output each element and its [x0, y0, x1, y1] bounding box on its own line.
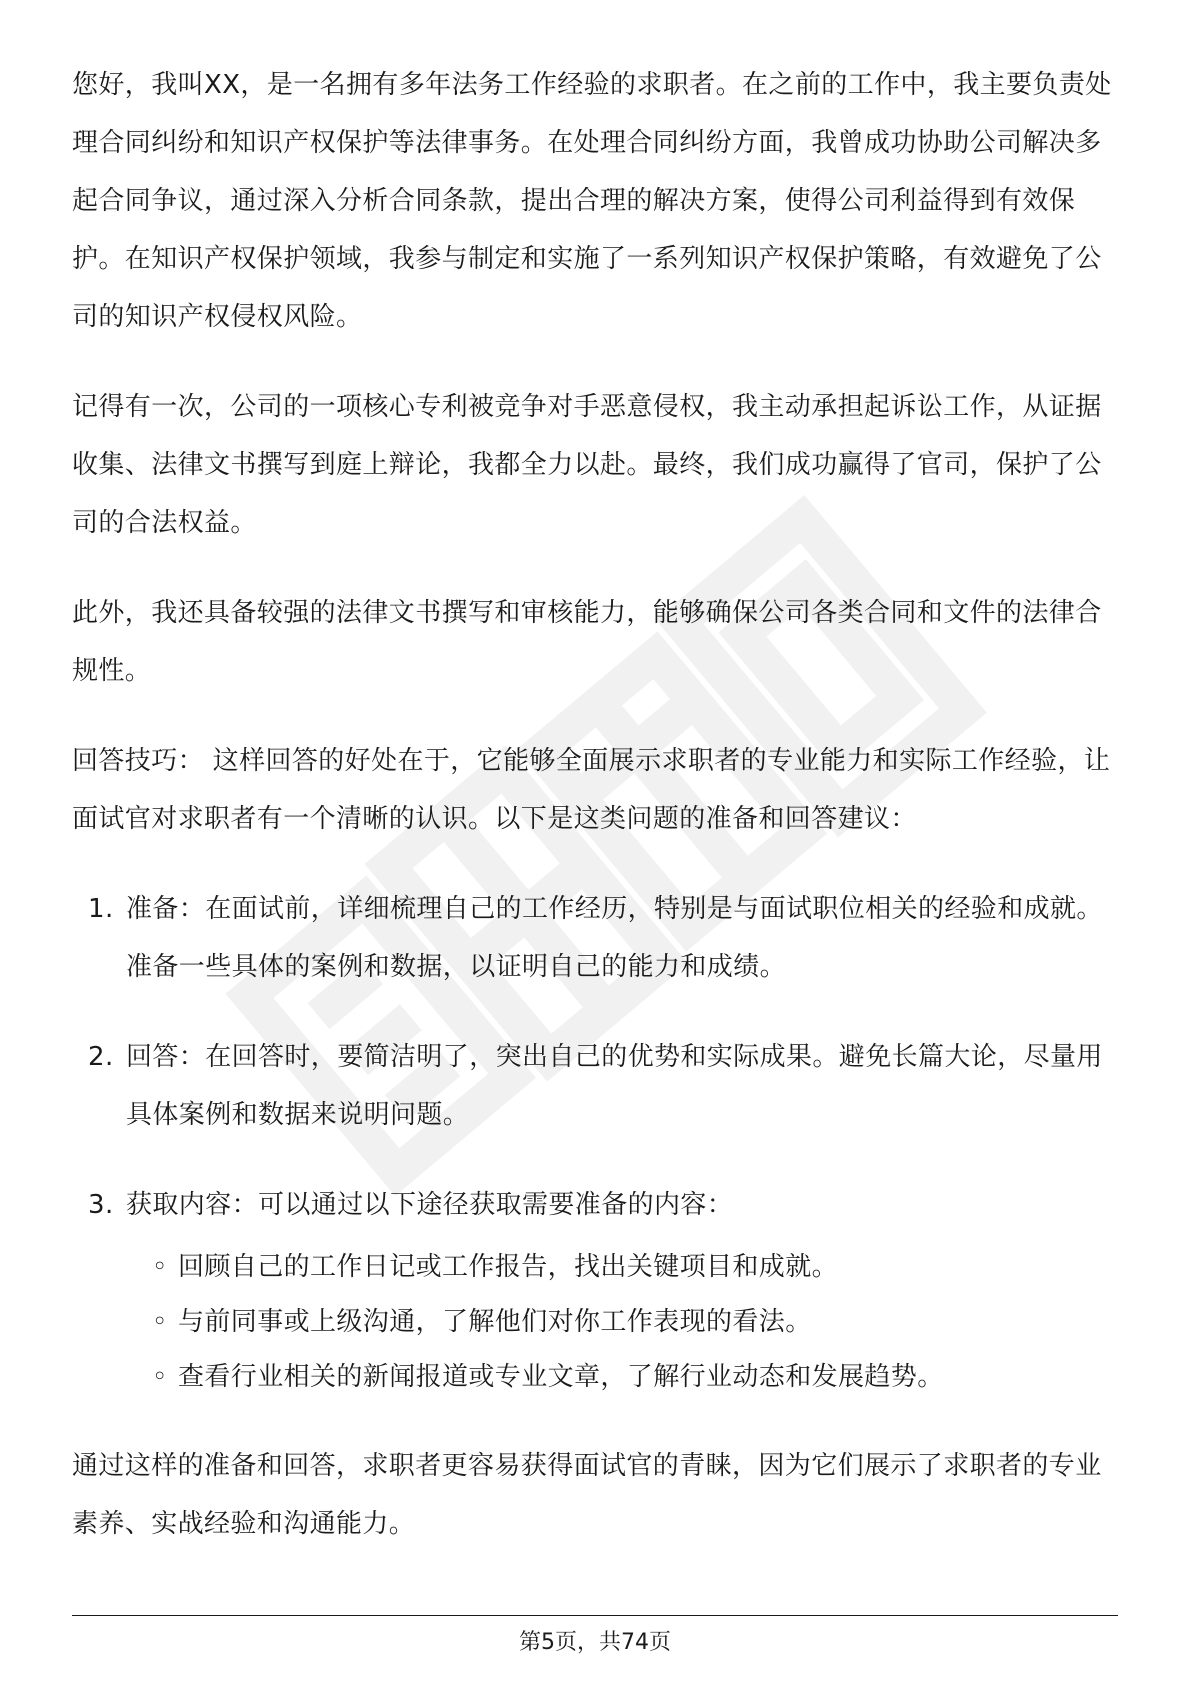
list-item: [72, 880, 1118, 996]
sources-list: [72, 1240, 1118, 1405]
list-item-text: 查看行业相关的新闻报道或专业文章，了解行业动态和发展趋势。: [178, 1362, 944, 1392]
list-item: [72, 1028, 1118, 1144]
intro-paragraph: 您好，我叫XX，是一名拥有多年法务工作经验的求职者。在之前的工作中，我主要负责处理合同纠纷和知识产权保护等法律事务。在处理合同纠纷方面，我曾成功协助公司解决多起合同争议，通过深入分析合同条款，提出合理的解决方案，使得公司利益得到有效保护。在知识产权保护领域，我参与制定和实施了一系列知识产权保护策略，有效避免了公司的知识产权侵权风险。: [72, 70, 1112, 332]
bullet-icon: ◦: [152, 1362, 168, 1392]
list-item: [72, 1176, 1118, 1234]
bullet-icon: ◦: [152, 1307, 168, 1337]
footer-divider: [72, 1615, 1118, 1616]
tips-paragraph: 回答技巧： 这样回答的好处在于，它能够全面展示求职者的专业能力和实际工作经验，让面试官对求职者有一个清晰的认识。以下是这类问题的准备和回答建议：: [72, 746, 1111, 834]
tips-list: [72, 880, 1118, 1234]
page-number: 第5页，共74页: [519, 1630, 671, 1655]
list-item-text: 与前同事或上级沟通，了解他们对你工作表现的看法。: [178, 1307, 812, 1337]
list-number: 3.: [88, 1190, 114, 1220]
sources-list-wrap: [72, 1240, 1118, 1405]
list-number: 1.: [88, 894, 114, 924]
experience-paragraph: 记得有一次，公司的一项核心专利被竞争对手恶意侵权，我主动承担起诉讼工作，从证据收集、法律文书撰写到庭上辩论，我都全力以赴。最终，我们成功赢得了官司，保护了公司的合法权益。: [72, 392, 1102, 538]
list-item: [72, 1350, 1118, 1405]
skills-paragraph: 此外，我还具备较强的法律文书撰写和审核能力，能够确保公司各类合同和文件的法律合规性。: [72, 598, 1102, 686]
list-item-text: 准备：在面试前，详细梳理自己的工作经历，特别是与面试职位相关的经验和成就。准备一些具体的案例和数据，以证明自己的能力和成绩。: [126, 894, 1103, 982]
list-item-text: 获取内容：可以通过以下途径获取需要准备的内容：: [126, 1190, 734, 1220]
list-item-text: 回答：在回答时，要简洁明了，突出自己的优势和实际成果。避免长篇大论，尽量用具体案例和数据来说明问题。: [126, 1042, 1103, 1130]
list-number: 2.: [88, 1042, 114, 1072]
document-body: [72, 56, 1118, 1585]
list-item-text: 回顾自己的工作日记或工作报告，找出关键项目和成就。: [178, 1252, 839, 1282]
bullet-icon: ◦: [152, 1252, 168, 1282]
list-item: [72, 1295, 1118, 1350]
conclusion-paragraph: 通过这样的准备和回答，求职者更容易获得面试官的青睐，因为它们展示了求职者的专业素养、实战经验和沟通能力。: [72, 1451, 1102, 1539]
list-item: [72, 1240, 1118, 1295]
